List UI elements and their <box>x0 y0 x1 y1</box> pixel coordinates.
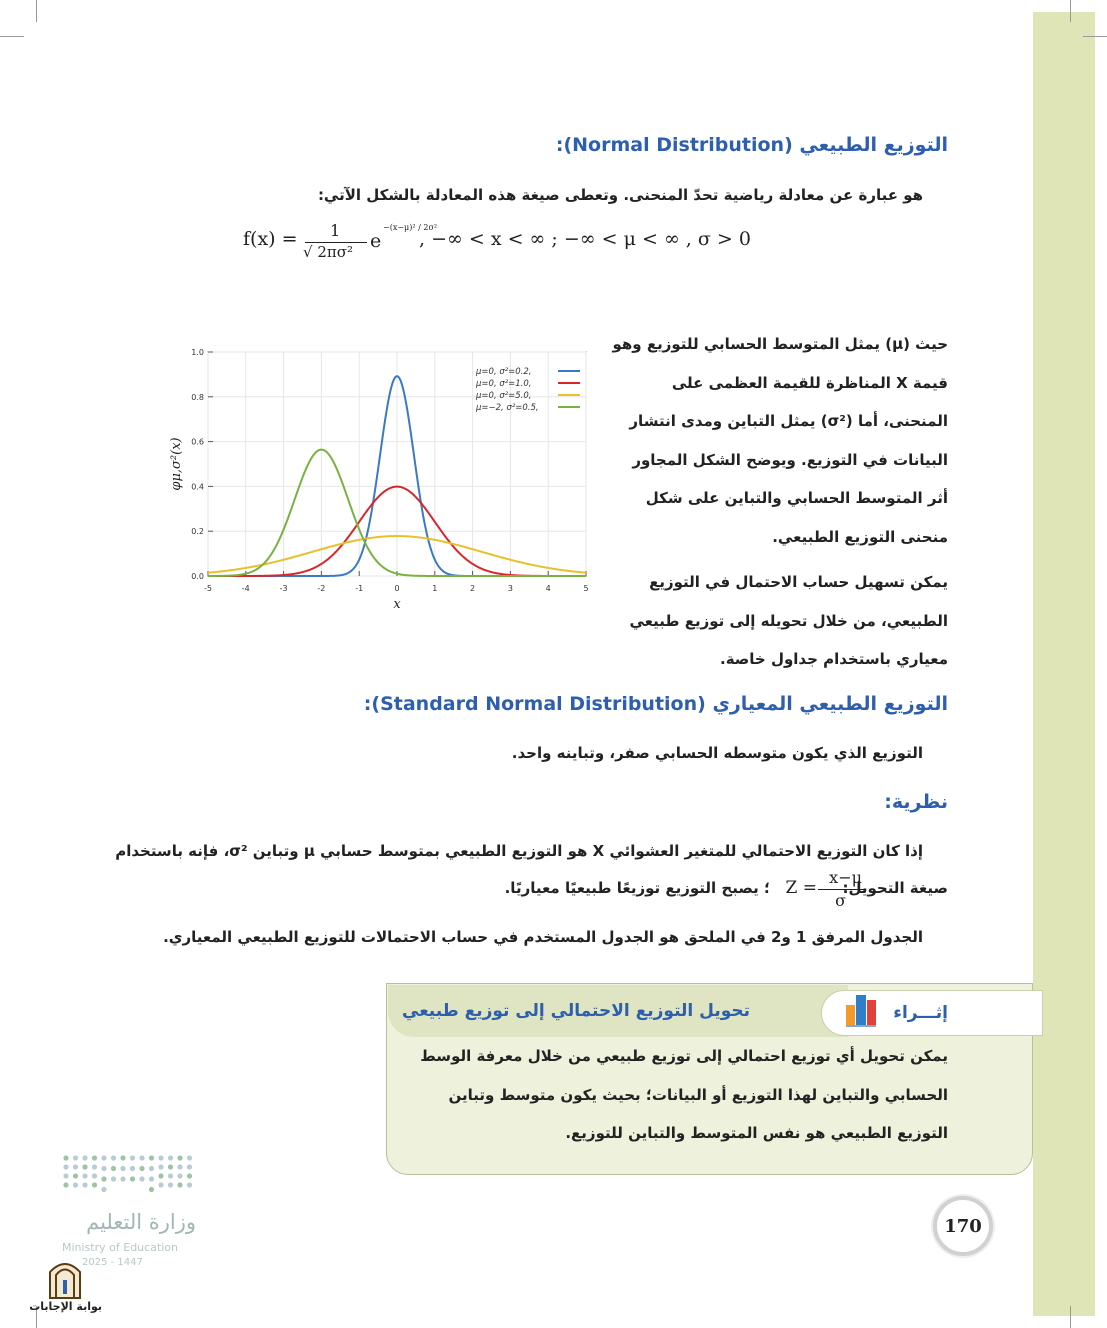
theorem-line-1: إذا كان التوزيع الاحتمالي للمتغير العشوائي X هو التوزيع الطبيعي بمتوسط حسابي μ وتباين σ²، فإنه باستخدام <box>115 842 923 860</box>
formula-exponent: −(x−μ)² / 2σ² <box>383 223 438 232</box>
logo-dot <box>101 1155 106 1160</box>
z-numerator: x−μ <box>829 868 862 887</box>
enrichment-text: يمكن تحويل أي توزيع احتمالي إلى توزيع طبيعي من خلال معرفة الوسط الحسابي والتباين لهذا التوزيع أو البيانات؛ بحيث يكون متوسط وتباين التوزيع الطبيعي هو نفس المتوسط والتباين للتوزيع. <box>420 1047 948 1142</box>
logo-dot <box>168 1182 173 1187</box>
formula-lhs: f(x) = <box>243 228 298 250</box>
logo-dot <box>73 1182 78 1187</box>
logo-dot <box>158 1155 163 1160</box>
logo-dot <box>82 1164 87 1169</box>
mu-sigma-paragraph: حيث (μ) يمثل المتوسط الحسابي للتوزيع وهو قيمة X المناظرة للقيمة العظمى على المنحنى، أما (σ²) يمثل التباين ومدى انتشار البيانات في التوزيع. ويوضح الشكل المجاور أثر المتوسط الحسابي والتباين على شكل منحنى التوزيع الطبيعي. <box>612 335 948 546</box>
logo-dot <box>149 1176 154 1181</box>
y-tick-label: 0.8 <box>191 392 204 402</box>
logo-dot <box>73 1164 78 1169</box>
logo-dot <box>73 1155 78 1160</box>
logo-dot <box>92 1155 97 1160</box>
logo-dot <box>63 1164 68 1169</box>
x-tick-label: 4 <box>545 584 551 593</box>
logo-dot <box>187 1173 192 1178</box>
logo-dot <box>130 1155 135 1160</box>
enrichment-label: إثـــراء <box>893 1003 948 1023</box>
logo-dot <box>73 1173 78 1178</box>
z-denominator: σ <box>835 891 846 910</box>
calc-paragraph: يمكن تسهيل حساب الاحتمال في التوزيع الطبيعي، من خلال تحويله إلى توزيع طبيعي معياري باستخدام جداول خاصة. <box>629 573 948 668</box>
logo-dot <box>149 1155 154 1160</box>
logo-dot <box>177 1182 182 1187</box>
ministry-year: 2025 - 1447 <box>82 1257 143 1268</box>
standard-normal-definition: التوزيع الذي يكون متوسطه الحسابي صفر، وتباينه واحد. <box>511 744 923 762</box>
x-tick-label: 1 <box>432 584 438 593</box>
gate-badge-label: بوابة الإجابات <box>29 1300 102 1313</box>
y-tick-label: 0.0 <box>191 572 204 581</box>
logo-dot <box>177 1155 182 1160</box>
ministry-logo-dots <box>60 1152 200 1202</box>
x-axis-label: x <box>393 597 401 612</box>
logo-dot <box>101 1166 106 1171</box>
crop-mark <box>36 0 37 22</box>
logo-dot <box>63 1173 68 1178</box>
page-number: 170 <box>933 1196 993 1256</box>
theorem-heading: نظرية: <box>884 791 948 813</box>
logo-dot <box>158 1164 163 1169</box>
y-tick-label: 0.6 <box>191 437 204 447</box>
crop-mark <box>1070 0 1071 22</box>
y-tick-label: 0.2 <box>191 527 204 537</box>
legend-label-3: μ=−2, σ²=0.5, <box>476 403 539 413</box>
logo-dot <box>101 1187 106 1192</box>
logo-dot <box>101 1176 106 1181</box>
side-color-band <box>1033 12 1095 1316</box>
logo-dot <box>82 1155 87 1160</box>
formula-numerator: 1 <box>330 221 341 240</box>
logo-dot <box>120 1155 125 1160</box>
x-tick-label: -5 <box>204 584 212 593</box>
crop-mark <box>1083 36 1107 37</box>
logo-dot <box>139 1155 144 1160</box>
logo-dot <box>82 1173 87 1178</box>
logo-dot <box>168 1164 173 1169</box>
normal-distribution-heading: التوزيع الطبيعي (Normal Distribution): <box>555 134 948 156</box>
bar-chart-icon <box>842 989 882 1029</box>
logo-dot <box>187 1164 192 1169</box>
formula-base: e <box>370 230 382 252</box>
legend-label-2: μ=0, σ²=5.0, <box>476 391 532 401</box>
x-tick-label: -1 <box>355 584 364 593</box>
normal-pdf-formula <box>243 221 903 271</box>
formula-conditions: , −∞ < x < ∞ ; −∞ < μ < ∞ , σ > 0 <box>419 228 751 250</box>
y-axis-label: φμ,σ²(x) <box>169 437 184 491</box>
ministry-name-english: Ministry of Education <box>62 1241 179 1254</box>
logo-dot <box>139 1166 144 1171</box>
table-note: الجدول المرفق 1 و2 في الملحق هو الجدول المستخدم في حساب الاحتمالات للتوزيع الطبيعي المعياري. <box>163 928 923 946</box>
legend-label-0: μ=0, σ²=0.2, <box>476 367 532 377</box>
x-tick-label: 0 <box>394 584 400 593</box>
normal-distribution-chart <box>166 340 602 625</box>
formula-denominator: √ 2πσ² <box>303 243 353 261</box>
logo-dot <box>130 1166 135 1171</box>
normal-distribution-intro: هو عبارة عن معادلة رياضية تحدّ المنحنى. وتعطى صيغة هذه المعادلة بالشكل الآتي: <box>317 186 923 204</box>
logo-dot <box>139 1176 144 1181</box>
logo-dot <box>158 1173 163 1178</box>
logo-dot <box>187 1155 192 1160</box>
crop-mark <box>0 36 24 37</box>
logo-dot <box>130 1176 135 1181</box>
logo-dot <box>120 1166 125 1171</box>
x-tick-label: -3 <box>279 584 288 593</box>
logo-dot <box>63 1182 68 1187</box>
y-tick-label: 1.0 <box>191 348 204 357</box>
logo-dot <box>63 1155 68 1160</box>
logo-dot <box>92 1173 97 1178</box>
logo-dot <box>92 1182 97 1187</box>
gate-badge-icon <box>44 1256 86 1300</box>
logo-dot <box>177 1164 182 1169</box>
x-tick-label: 5 <box>583 584 589 593</box>
legend-label-1: μ=0, σ²=1.0, <box>476 379 532 389</box>
logo-dot <box>149 1166 154 1171</box>
logo-dot <box>187 1182 192 1187</box>
logo-dot <box>111 1176 116 1181</box>
standard-normal-heading: التوزيع الطبيعي المعياري (Standard Normal Distribution): <box>363 693 948 715</box>
z-lhs: Z = <box>785 878 817 898</box>
theorem-line-2 <box>440 868 948 914</box>
logo-dot <box>92 1164 97 1169</box>
logo-dot <box>82 1182 87 1187</box>
logo-dot <box>120 1176 125 1181</box>
x-tick-label: 3 <box>507 584 513 593</box>
logo-dot <box>177 1173 182 1178</box>
transform-prefix: صيغة التحويل: <box>842 879 948 897</box>
enrichment-title: تحويل التوزيع الاحتمالي إلى توزيع طبيعي <box>402 1001 750 1021</box>
x-tick-label: 2 <box>470 584 476 593</box>
logo-dot <box>111 1155 116 1160</box>
transform-suffix: ؛ يصبح التوزيع توزيعًا طبيعيًا معياريًا. <box>504 879 770 897</box>
x-tick-label: -2 <box>317 584 326 593</box>
logo-dot <box>158 1182 163 1187</box>
logo-dot <box>149 1187 154 1192</box>
crop-mark <box>1070 1306 1071 1328</box>
logo-dot <box>168 1155 173 1160</box>
logo-dot <box>168 1173 173 1178</box>
ministry-name-arabic: وزارة التعليم <box>86 1210 196 1234</box>
x-tick-label: -4 <box>241 584 250 593</box>
logo-dot <box>111 1166 116 1171</box>
y-tick-label: 0.4 <box>191 482 204 492</box>
